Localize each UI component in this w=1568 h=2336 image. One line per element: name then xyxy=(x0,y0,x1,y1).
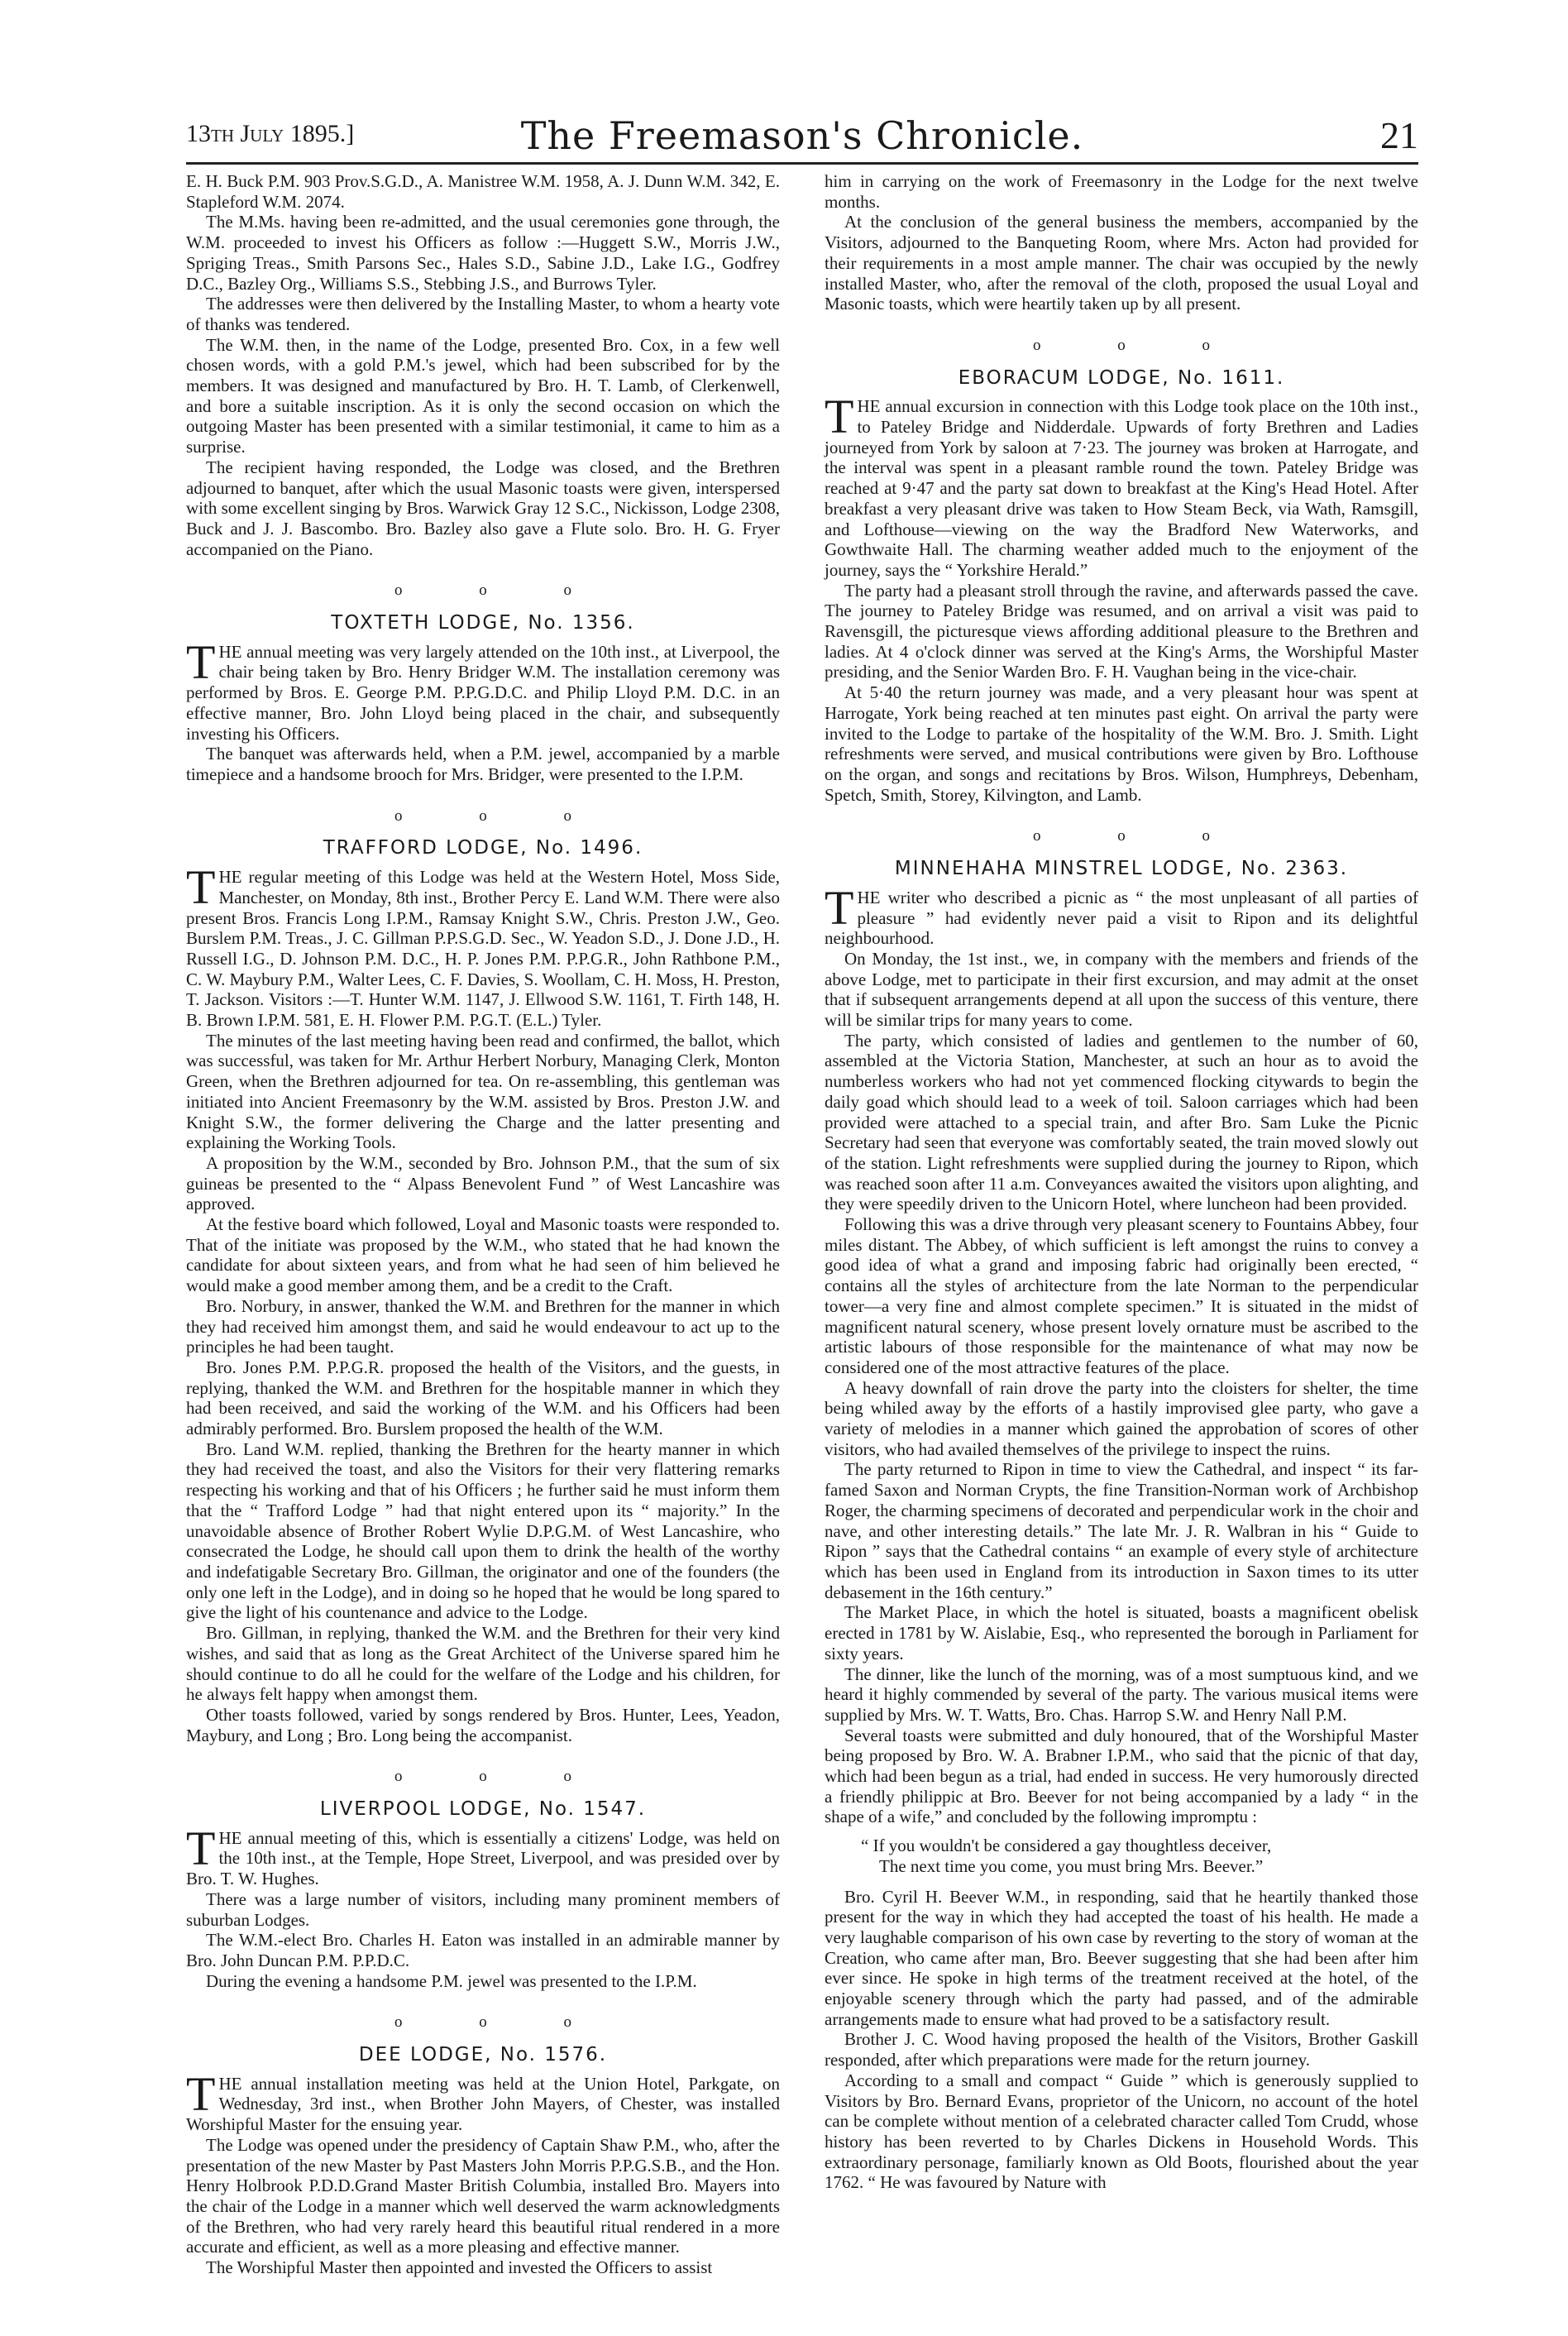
article-paragraph xyxy=(825,390,1418,580)
article-paragraph: A heavy downfall of rain drove the party into the cloisters for shelter, the time being whiled away by the efforts of a hastily improvised glee party, who gave a variety of melodies in a manner which gained the approbation of scores of other visitors, who had availed themselves of the privilege to inspect the ruins. xyxy=(825,1377,1418,1459)
article-paragraph: At the conclusion of the general business the members, accompanied by the Visitors, adjourned to the Banqueting Room, where Mrs. Acton had provided for their requirements in a most ample manner. The chair was occupied by the newly installed Master, who, after the removal of the cloth, proposed the usual Loyal and Masonic toasts, which were heartily taken up by all present. xyxy=(825,212,1418,314)
article-paragraph xyxy=(186,1821,780,1889)
article-paragraph: The banquet was afterwards held, when a P.M. jewel, accompanied by a marble timepiece and a handsome brooch for Mrs. Bridger, were presented to the I.P.M. xyxy=(186,744,780,784)
publication-title: The Freemason's Chronicle. xyxy=(520,113,1084,158)
section-ornament: o o o xyxy=(394,807,608,825)
article-paragraph: The recipient having responded, the Lodge was closed, and the Brethren adjourned to banquet, after which the usual Masonic toasts were given, interspersed with some excellent singing by Bros. Warwick Gray 12 S.C., Nickisson, Lodge 2308, Buck and J. J. Bascombo. Bro. Bazley also gave a Flute solo. Bro. H. G. Fryer accompanied on the Piano. xyxy=(186,457,780,559)
masthead xyxy=(186,113,1418,160)
article-paragraph: The W.M. then, in the name of the Lodge, presented Bro. Cox, in a few well chosen words, with a gold P.M.'s jewel, which had been subscribed for by the members. It was designed and manufactured by Bro. H. T. Lamb, of Clerkenwell, and bore a suitable inscription. As it is only the second occasion on which the outgoing Master has been presented with a similar testimonial, it came to him as a surprise. xyxy=(186,334,780,457)
article-paragraph: Bro. Land W.M. replied, thanking the Brethren for the hearty manner in which they had received the toast, and also the Visitors for their very flattering remarks respecting his working and that of his Officers ; he further said he must inform them that the “ Trafford Lodge ” had that night entered upon its “ majority.” In the unavoidable absence of Brother Robert Wylie D.P.G.M. of West Lancashire, who consecrated the Lodge, he should call upon them to drink the health of the worthy and indefatigable Secretary Bro. Gillman, the originator and one of the founders (the only one left in the Lodge), and in doing so he hoped that he would be long spared to give the light of his countenance and advice to the Lodge. xyxy=(186,1438,780,1623)
section-ornament: o o o xyxy=(394,1768,608,1786)
section-ornament: o o o xyxy=(394,2013,608,2032)
paragraph-text: HE annual meeting of this, which is essentially a citizens' Lodge, was held on the 10th inst., at the Temple, Hope Street, Liverpool, and was presided over by Bro. T. W. Hughes. xyxy=(186,1827,780,1889)
article-paragraph: The dinner, like the lunch of the morning, was of a most sumptuous kind, and we heard it highly commended by several of the party. The various musical items were supplied by Mrs. W. T. Watts, Bro. Chas. Harrop S.W. and Henry Nall P.M. xyxy=(825,1663,1418,1725)
drop-cap: T xyxy=(186,634,216,689)
article-paragraph xyxy=(186,860,780,1031)
article-paragraph xyxy=(825,880,1418,949)
masthead-rule xyxy=(186,162,1418,165)
paragraph-text: HE annual installation meeting was held at the Union Hotel, Parkgate, on Wednesday, 3rd inst., when Brother John Mayers, of Chester, was installed Worshipful Master for the ensuing year. xyxy=(186,2073,780,2135)
article-paragraph: The minutes of the last meeting having been read and confirmed, the ballot, which was successful, was taken for Mr. Arthur Herbert Norbury, Managing Clerk, Monton Green, when the Brethren adjourned for tea. On re-assembling, this gentleman was initiated into Ancient Freemasonry by the W.M. assisted by Bros. Preston J.W. and Knight S.W., the former delivering the Charge and the latter presenting and explaining the Working Tools. xyxy=(186,1030,780,1153)
article-paragraph: The M.Ms. having been re-admitted, and the usual ceremonies gone through, the W.M. proceeded to invest his Officers as follow :—Huggett S.W., Morris J.W., Spriging Treas., Smith Parsons Sec., Hales S.D., Sabine J.D., Lake I.G., Godfrey D.C., Bazley Org., Williams S.S., Stebbing J.S., and Burrows Tyler. xyxy=(186,212,780,294)
article-paragraph: Following this was a drive through very pleasant scenery to Fountains Abbey, four miles distant. The Abbey, of which sufficient is left amongst the ruins to convey a good idea of what a grand and imposing fabric had originally been erected, “ contains all the styles of architecture from the late Norman to the perpendicular tower—a very fine and almost complete specimen.” It is situated in the midst of magnificent natural scenery, whose present lovely ornature must be ascribed to the artistic labours of those responsible for the maintenance of what may now be considered one of the most attractive features of the place. xyxy=(825,1214,1418,1377)
section-ornament: o o o xyxy=(1033,827,1246,845)
left-column xyxy=(186,171,780,2278)
drop-cap: T xyxy=(186,860,216,915)
article-paragraph: According to a small and compact “ Guide ” which is generously supplied to Visitors by Bro. Bernard Evans, proprietor of the Unicorn, no account of the hotel can be complete without mention of a celebrated character called Tom Crudd, whose history has been reverted to by Charles Dickens in Household Words. This extraordinary personage, familiarly known as Old Boots, flourished about the year 1762. “ He was favoured by Nature with xyxy=(825,2070,1418,2193)
page-number: 21 xyxy=(1380,114,1418,156)
section-ornament: o o o xyxy=(1033,336,1246,354)
paragraph-text: HE regular meeting of this Lodge was held at the Western Hotel, Moss Side, Manchester, on Monday, 8th inst., Brother Percy E. Land W.M. There were also present Bros. Francis Long I.P.M., Ramsay Knight S.W., Chris. Preston J.W., Geo. Burslem P.M. Treas., J. C. Gillman P.P.S.G.D. Sec., W. Yeadon S.D., J. Done J.D., H. Russell I.G., D. Johnson P.M. D.C., H. P. Jones P.M. P.P.G.R., John Rathbone P.M., C. W. Maybury P.M., Walter Lees, C. F. Davies, S. Woollam, C. H. Moss, H. Preston, T. Jackson. Visitors :—T. Hunter W.M. 1147, J. Ellwood S.W. 1161, T. Firth 148, H. B. Brown I.P.M. 581, E. H. Flower P.M. P.G.T. (E.L.) Tyler. xyxy=(186,867,780,1031)
section-ornament: o o o xyxy=(394,582,608,600)
article-paragraph: There was a large number of visitors, including many prominent members of suburban Lodges. xyxy=(186,1888,780,1930)
article-paragraph: At 5·40 the return journey was made, and a very pleasant hour was spent at Harrogate, York being reached at ten minutes past eight. On arrival the party were invited to the Lodge to partake of the hospitality of the W.M. Bro. J. Smith. Light refreshments were served, and musical contributions were given by Bro. Lofthouse on the organ, and songs and recitations by Bros. Wilson, Humphreys, Debenham, Spetch, Smith, Storey, Kilvington, and Lamb. xyxy=(825,682,1418,805)
article-paragraph: Bro. Cyril H. Beever W.M., in responding, said that he heartily thanked those present for the way in which they had accepted the toast of his health. He made a very laughable comparison of his own case by reverting to the story of woman at the Creation, who came after man, Bro. Beever suggesting that she had been after him ever since. He spoke in high terms of the treatment received at the hotel, of the enjoyable scenery through which the party had passed, and of the admirable arrangements made to ensure what had proved to be a satisfactory result. xyxy=(825,1886,1418,2029)
drop-cap: T xyxy=(825,390,854,444)
impromptu-verse xyxy=(825,1836,1418,1876)
article-paragraph: Bro. Norbury, in answer, thanked the W.M. and Brethren for the manner in which they had received him amongst them, and said he would endeavour to act up to the principles he had been taught. xyxy=(186,1295,780,1357)
article-paragraph: On Monday, the 1st inst., we, in company with the members and friends of the above Lodge, met to participate in their first excursion, and may admit at the onset that if subsequent arrangements depend at all upon the success of this venture, there will be similar trips for many years to come. xyxy=(825,948,1418,1031)
drop-cap: T xyxy=(186,1821,216,1875)
article-paragraph xyxy=(186,634,780,744)
right-column xyxy=(825,171,1418,2193)
article-paragraph: him in carrying on the work of Freemasonry in the Lodge for the next twelve months. xyxy=(825,171,1418,212)
article-paragraph: Other toasts followed, varied by songs rendered by Bros. Hunter, Lees, Yeadon, Maybury, and Long ; Bro. Long being the accompanist. xyxy=(186,1704,780,1745)
article-paragraph xyxy=(186,2066,780,2135)
article-paragraph: The W.M.-elect Bro. Charles H. Eaton was installed in an admirable manner by Bro. John Duncan P.M. P.P.D.C. xyxy=(186,1930,780,1970)
section-heading-trafford: TRAFFORD LODGE, No. 1496. xyxy=(323,837,643,859)
article-paragraph: Bro. Gillman, in replying, thanked the W.M. and the Brethren for their very kind wishes, and said that as long as the Great Architect of the Universe spared him he should continue to do all he could for the welfare of the Lodge and his children, for he always felt happy when amongst them. xyxy=(186,1623,780,1705)
article-paragraph: The party had a pleasant stroll through the ravine, and afterwards passed the cave. The journey to Pateley Bridge was resumed, and on arrival a visit was paid to Ravensgill, the picturesque views affording additional pleasure to the Brethren and ladies. At 4 o'clock dinner was served at the King's Arms, the Worshipful Master presiding, and the Senior Warden Bro. F. H. Vaughan being in the vice-chair. xyxy=(825,580,1418,682)
paragraph-text: HE annual excursion in connection with this Lodge took place on the 10th inst., to Pateley Bridge and Nidderdale. Upwards of forty Brethren and Ladies journeyed from York by saloon at 7·23. The journey was broken at Harrogate, and the interval was spent in a pleasant ramble round the town. Pateley Bridge was reached at 9·47 and the party sat down to breakfast at the King's Head Hotel. After breakfast a very pleasant drive was taken to How Steam Beck, via Wath, Ramsgill, and Lofthouse—viewing on the way the Bradford New Waterworks, and Gowthwaite Hall. The charming weather added much to the enjoyment of the journey, says the “ Yorkshire Herald.” xyxy=(825,396,1418,580)
verse-line: “ If you wouldn't be considered a gay thoughtless deceiver, xyxy=(861,1836,1272,1856)
section-heading-dee: DEE LODGE, No. 1576. xyxy=(358,2044,608,2066)
article-paragraph: The Worshipful Master then appointed and invested the Officers to assist xyxy=(206,2257,713,2278)
section-heading-eboracum: EBORACUM LODGE, No. 1611. xyxy=(958,366,1285,389)
article-paragraph: At the festive board which followed, Loyal and Masonic toasts were responded to. That of the initiate was proposed by the W.M., who stated that he had known the candidate for about sixteen years, and from what he had seen of him believed he would make a good member among them, and be a credit to the Craft. xyxy=(186,1214,780,1296)
article-paragraph: The party returned to Ripon in time to view the Cathedral, and inspect “ its far-famed Saxon and Norman Crypts, the fine Transition-Norman work of Archbishop Roger, the charming specimens of decorated and perpendicular work in the choir and nave, and other interesting details.” The late Mr. J. R. Walbran in his “ Guide to Ripon ” says that the Cathedral contains “ an example of every style of architecture which has been used in England from its introduction in Saxon times to its utter debasement in the 16th century.” xyxy=(825,1459,1418,1602)
section-heading-liverpool: LIVERPOOL LODGE, No. 1547. xyxy=(319,1798,647,1821)
article-paragraph: The Lodge was opened under the presidency of Captain Shaw P.M., who, after the presentation of the new Master by Past Masters John Morris P.P.G.S.B., and the Hon. Henry Holbrook P.D.D.Grand Master British Columbia, installed Bro. Mayers into the chair of the Lodge in a manner which well deserved the warm acknowledgments of the Brethren, who had very rarely heard this beautiful ritual rendered in a more accurate and efficient, as well as a more pleasing and effective manner. xyxy=(186,2134,780,2257)
paragraph-text: HE annual meeting was very largely attended on the 10th inst., at Liverpool, the chair being taken by Bro. Henry Bridger W.M. The installation ceremony was performed by Bros. E. George P.M. P.P.G.D.C. and Philip Lloyd P.M. D.C. in an effective manner, Bro. John Lloyd being placed in the chair, and subsequently investing his Officers. xyxy=(186,641,780,744)
article-paragraph: E. H. Buck P.M. 903 Prov.S.G.D., A. Manistree W.M. 1958, A. J. Dunn W.M. 342, E. Stapleford W.M. 2074. xyxy=(186,171,780,212)
article-paragraph: A proposition by the W.M., seconded by Bro. Johnson P.M., that the sum of six guineas be presented to the “ Alpass Benevolent Fund ” of West Lancashire was approved. xyxy=(186,1152,780,1214)
paragraph-text: HE writer who described a picnic as “ the most unpleasant of all parties of pleasure ” had evidently never paid a visit to Ripon and its delightful neighbourhood. xyxy=(825,887,1418,949)
verse-line: The next time you come, you must bring Mrs. Beever.” xyxy=(879,1855,1264,1876)
article-paragraph: The addresses were then delivered by the Installing Master, to whom a hearty vote of thanks was tendered. xyxy=(186,294,780,334)
section-heading-toxteth: TOXTETH LODGE, No. 1356. xyxy=(331,612,635,634)
article-paragraph: During the evening a handsome P.M. jewel was presented to the I.P.M. xyxy=(206,1970,697,1991)
article-paragraph: The Market Place, in which the hotel is situated, boasts a magnificent obelisk erected in 1781 by W. Aislabie, Esq., who represented the borough in Parliament for sixty years. xyxy=(825,1602,1418,1663)
section-heading-minnehaha: MINNEHAHA MINSTREL LODGE, No. 2363. xyxy=(894,858,1349,880)
issue-date: 13th July 1895.] xyxy=(186,120,355,147)
article-paragraph: Brother J. C. Wood having proposed the health of the Visitors, Brother Gaskill responded, after which preparations were made for the return journey. xyxy=(825,2029,1418,2070)
article-paragraph: Several toasts were submitted and duly honoured, that of the Worshipful Master being proposed by Bro. W. A. Brabner I.P.M., who said that the picnic of that day, which had been begun as a trial, had ended in success. He very humorously directed a friendly philippic at Bro. Beever for not being accompanied by a lady “ in the shape of a wife,” and concluded by the following impromptu : xyxy=(825,1725,1418,1827)
article-paragraph: The party, which consisted of ladies and gentlemen to the number of 60, assembled at the Victoria Station, Manchester, at such an hour as to avoid the numberless workers who had not yet commenced flocking citywards to begin the daily goad which should lead to a week of toil. Saloon carriages which had been provided were attached to a special train, and after Bro. Sam Luke the Picnic Secretary had seen that everyone was comfortably seated, the train moved slowly out of the station. Light refreshments were supplied during the journey to Ripon, which was reached soon after 11 a.m. Conveyances awaited the visitors upon alighting, and they were speedily driven to the Unicorn Hotel, where luncheon had been provided. xyxy=(825,1030,1418,1214)
drop-cap: T xyxy=(186,2066,216,2121)
article-paragraph: Bro. Jones P.M. P.P.G.R. proposed the health of the Visitors, and the guests, in replying, thanked the W.M. and Brethren for the hospitable manner in which they had been received, and said the working of the W.M. and his Officers had been admirably performed. Bro. Burslem proposed the health of the W.M. xyxy=(186,1357,780,1439)
drop-cap: T xyxy=(825,880,854,935)
